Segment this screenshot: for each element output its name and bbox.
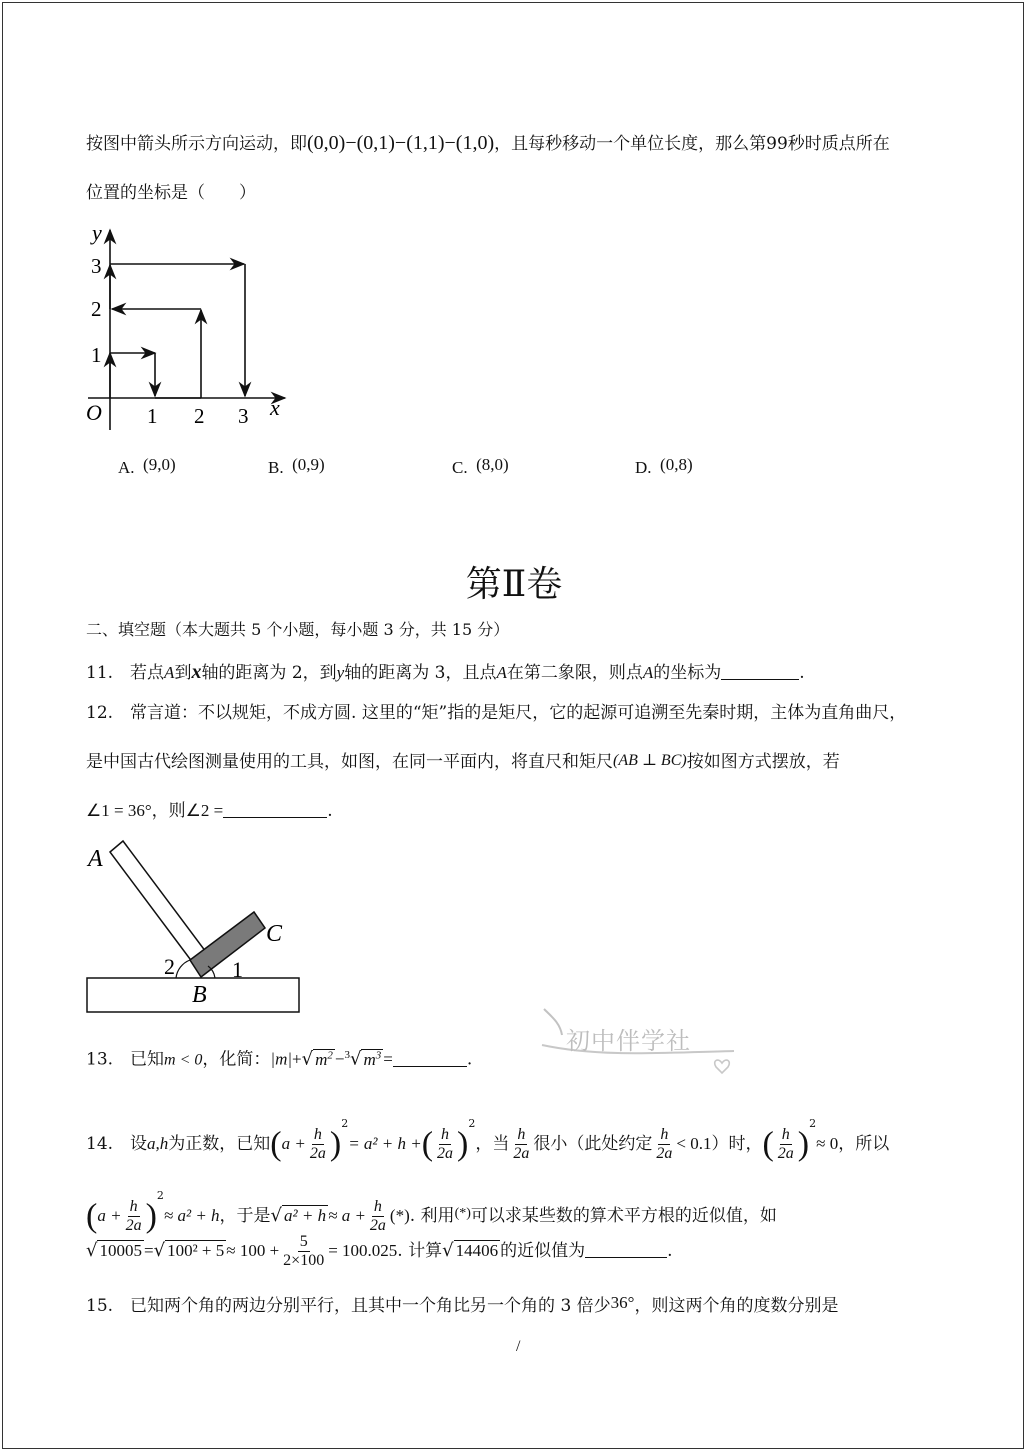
q12-perp: (AB ⊥ BC) (613, 752, 687, 769)
q14-text: 14. 设 (86, 1134, 148, 1154)
y-tick-1: 1 (91, 343, 102, 367)
q14-vars: a,h (147, 1134, 169, 1153)
q11-text: 轴的距离为 2，到 (201, 663, 337, 683)
q11-text: 的坐标为 (653, 663, 722, 683)
y-axis-label: y (92, 220, 102, 245)
q13-abs: |m| (270, 1049, 293, 1069)
q14-line2: (a + $\frac{h}{2a}$ )$^2$≈ a² + h，于是√ a² + h ≈ a + $\frac{h}{2a}$ (*). 利用(*)可以求某些数的算术平方根的近似值，如 (86, 1189, 777, 1235)
section-header: 二、填空题（本大题共 5 个小题，每小题 3 分，共 15 分） (86, 620, 510, 639)
q12-end: . (327, 801, 333, 821)
x-tick-2: 2 (194, 404, 205, 428)
x-axis-label: x (270, 395, 280, 420)
angle-2-arc (176, 960, 190, 978)
option-letter: A. (118, 458, 135, 477)
label-a: A (88, 846, 103, 872)
y-tick-3: 3 (91, 254, 102, 278)
frac-h-2a: $\frac{h}{2a}$ (369, 1198, 386, 1234)
q12-text: ，则 (151, 801, 186, 821)
q14-approx0: ≈ 0 (816, 1134, 839, 1153)
q13-end: . (466, 1049, 473, 1070)
q12-angle1: ∠1 = 36° (86, 801, 152, 820)
frac-h-2a: $\frac{h}{2a}$ (437, 1126, 454, 1162)
q12-line3 (86, 800, 333, 822)
frac-h-2a: $\frac{h}{2a}$ (656, 1126, 673, 1162)
q15-text: ，则这两个角的度数分别是 (634, 1296, 839, 1316)
q14-l2-sqrt: a² + h (284, 1206, 327, 1225)
frac-h-2a: $\frac{h}{2a}$ (125, 1198, 142, 1234)
q14-text: 为正数，已知 (168, 1134, 271, 1154)
q12-line2 (86, 750, 840, 773)
q14-text: ，当 (475, 1134, 510, 1154)
part2-title: 第Ⅱ卷 (465, 564, 563, 605)
q10-text-pre: 按图中箭头所示方向运动，即 (86, 134, 307, 154)
q11-end: . (799, 663, 805, 683)
q13-cond: m < 0 (164, 1051, 203, 1069)
q12-text: 按如图方式摆放，若 (686, 752, 840, 772)
x-tick-1: 1 (147, 404, 158, 428)
q14-eq1: = a² + h + (348, 1134, 422, 1153)
q12-text: 是中国古代绘图测量使用的工具，如图，在同一平面内，将直尺和矩尺 (86, 752, 613, 772)
paren: ( (421, 1125, 434, 1163)
q10-text-post: ，且每秒移动一个单位长度，那么第99秒时质点所在 (494, 134, 890, 154)
q10-path: (0,0)−(0,1)−(1,1)−(1,0) (307, 132, 495, 154)
sqrt-icon: √ (86, 1240, 98, 1261)
q11-point-a: A (164, 663, 175, 682)
frac-h-2a: $\frac{h}{2a}$ (309, 1126, 326, 1162)
paren: ) (145, 1197, 157, 1235)
q13 (86, 1044, 472, 1072)
paren: ( (86, 1197, 98, 1235)
q12-angle2: ∠2 = (185, 801, 224, 820)
option-d[interactable] (635, 455, 693, 478)
q14-text: 的近似值为 (500, 1241, 586, 1261)
q14-star: (*) (454, 1206, 471, 1221)
paren: ( (270, 1125, 282, 1163)
q14-l3-result: = 100.025 (328, 1241, 398, 1260)
y-tick-2: 2 (91, 297, 102, 321)
q11-text: 轴的距离为 3，且点 (344, 663, 497, 683)
q14-line3 (86, 1228, 673, 1274)
q14-text: ，于是 (219, 1206, 271, 1226)
option-value: (0,8) (660, 455, 693, 474)
q13-cbrt: $m^3$ (363, 1049, 382, 1069)
q12-line1: 12. 常言道：不以规矩，不成方圆. 这里的“矩”指的是矩尺，它的起源可追溯至先秦时期，主体为直角曲尺， (86, 703, 907, 723)
option-value: (8,0) (476, 455, 509, 474)
q14-end: . (667, 1241, 673, 1261)
q11-y: y (336, 663, 345, 682)
q14-l3-sqrt1: 10005 (99, 1241, 142, 1260)
q14-star: (*) (389, 1206, 410, 1225)
label-angle-1: 1 (232, 957, 243, 982)
q11-text: 到 (174, 663, 192, 683)
q14-l3-sqrt2: 100² + 5 (167, 1241, 225, 1260)
paren: ) (329, 1125, 342, 1163)
q11-answer-blank[interactable] (721, 663, 799, 680)
sqrt-icon: √ (442, 1240, 454, 1261)
q14-text: . 利用 (409, 1206, 455, 1226)
option-a[interactable] (118, 455, 176, 478)
option-letter: D. (635, 458, 652, 477)
label-angle-2: 2 (164, 954, 175, 979)
q10-figure (80, 220, 300, 440)
watermark (538, 1005, 738, 1085)
watermark-text: 初中伴学社 (566, 1027, 691, 1055)
frac-h-2a: $\frac{h}{2a}$ (777, 1126, 794, 1162)
q13-minus: − (334, 1049, 345, 1069)
q14-line1: 14. 设a,h为正数，已知(a + $\frac{h}{2a}$ )$^2$= a² + h +( $\frac{h}{2a}$ )$^2$，当 $\frac{h}{2a}$ 很小（此处约定 $\frac{h}{2a}$ < 0.1）时，( $\frac{h}{2a}$ )$^2$≈ 0，所以 (86, 1117, 890, 1163)
q14-l3-sqrt3: 14406 (455, 1241, 499, 1260)
q14-text: 可以求某些数的算术平方根的近似值，如 (470, 1206, 777, 1226)
paren: ( (762, 1125, 774, 1163)
q13-text: 13. 已知 (86, 1049, 165, 1070)
sqrt-icon: √ (153, 1240, 166, 1261)
q11-x: x (191, 661, 202, 683)
q15-deg: 36° (610, 1293, 635, 1312)
q10-line2: 位置的坐标是（ ） (86, 183, 256, 203)
option-b[interactable] (268, 455, 325, 478)
q14-l2-approx2: ≈ a + (328, 1206, 366, 1225)
paren: ) (457, 1125, 469, 1163)
origin-label: O (86, 400, 102, 425)
sqrt-icon: √ (270, 1205, 283, 1226)
label-c: C (266, 921, 283, 947)
q12-answer-blank[interactable] (223, 801, 327, 818)
q14-l2-a: a + (97, 1206, 122, 1225)
q14-text: 很小（此处约定 (533, 1134, 653, 1154)
q13-cbrt-var: m (363, 1049, 376, 1069)
q13-eq: = (383, 1049, 393, 1069)
cube-root-icon: √ (349, 1048, 362, 1070)
q11-point-a: A (496, 663, 507, 682)
q14-l3-approx: ≈ 100 + (226, 1241, 280, 1260)
option-value: (0,9) (292, 455, 325, 474)
x-tick-3: 3 (238, 404, 249, 428)
q14-answer-blank[interactable] (585, 1241, 667, 1258)
square-arm-ab (110, 841, 206, 963)
q13-answer-blank[interactable] (393, 1050, 467, 1067)
q14-text: . 计算 (397, 1241, 443, 1261)
q10-line1 (86, 132, 890, 155)
option-letter: B. (268, 458, 284, 477)
q11-text: 11. 若点 (86, 663, 165, 683)
option-c[interactable] (452, 455, 509, 478)
q11 (86, 661, 805, 684)
q13-cube-index: 3 (344, 1049, 350, 1061)
frac-5-200: $\frac{5}{2\times 100}$ (283, 1233, 325, 1269)
q13-plus: + (292, 1049, 302, 1069)
q12-figure (80, 836, 310, 1016)
sqrt-icon: √ (301, 1048, 314, 1070)
option-value: (9,0) (143, 455, 176, 474)
option-letter: C. (452, 458, 468, 477)
frac-h-2a: $\frac{h}{2a}$ (513, 1126, 530, 1162)
paren: ) (797, 1125, 810, 1163)
q15-text: 15. 已知两个角的两边分别平行，且其中一个角比另一个角的 3 倍少 (86, 1296, 611, 1316)
q13-sqrt-var: m (315, 1049, 328, 1069)
q11-text: 在第二象限，则点 (506, 663, 643, 683)
q14-text: ，所以 (838, 1134, 890, 1154)
q15 (86, 1292, 838, 1317)
q14-text: ）时， (711, 1134, 763, 1154)
q11-point-a: A (642, 663, 654, 682)
q14-lt: < 0.1 (676, 1134, 712, 1153)
q13-sqrt: $m^2$ (315, 1049, 333, 1069)
q14-l3-eq: = (143, 1241, 154, 1260)
page-mark: / (516, 1338, 521, 1355)
q13-text: ，化简： (202, 1049, 271, 1070)
label-b: B (192, 982, 207, 1008)
q14-l2-approx: ≈ a² + h (163, 1206, 220, 1225)
